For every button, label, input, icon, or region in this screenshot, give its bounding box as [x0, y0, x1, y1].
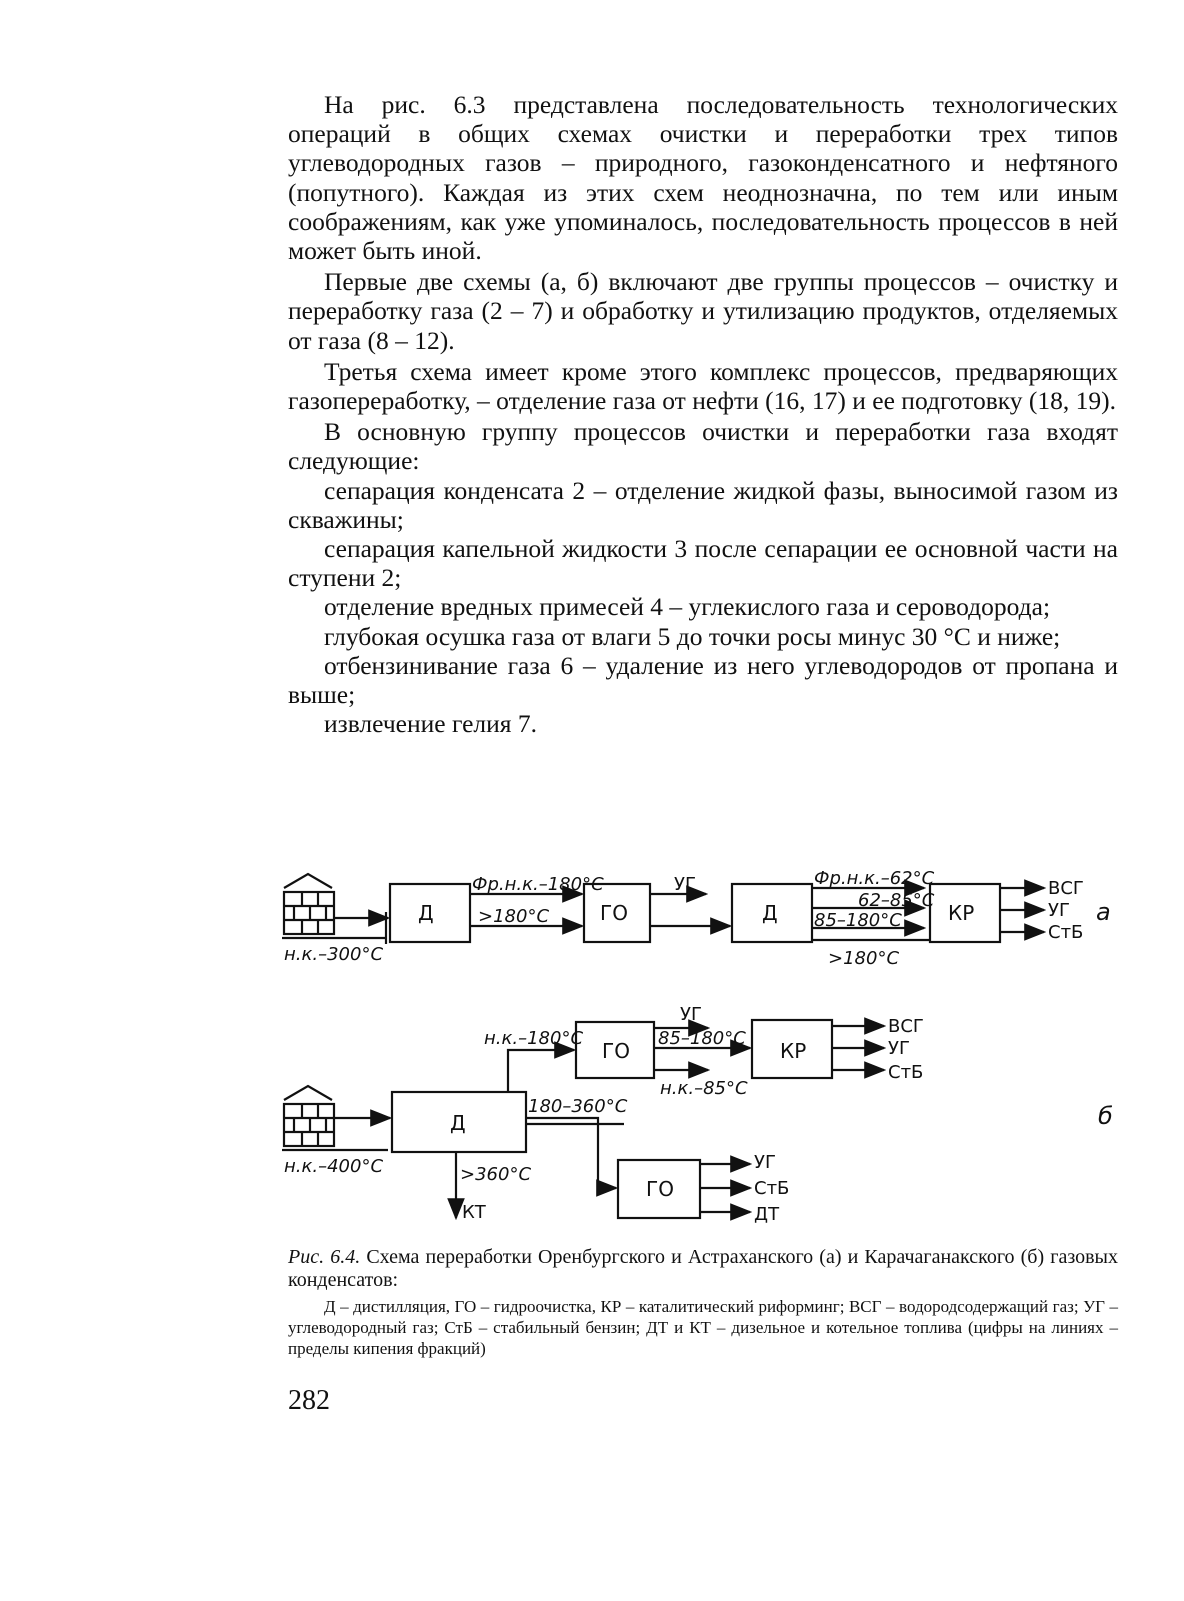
label-out2-a: УГ [1048, 900, 1070, 921]
label-ug-a: УГ [674, 874, 696, 895]
label-out3-a: СтБ [1048, 922, 1084, 943]
list-item-4: глубокая осушка газа от влаги 5 до точки росы минус 30 °С и ниже; [324, 621, 1061, 651]
label-bottom-a: >180°С [828, 948, 900, 969]
label-stream-top-b: н.к.–180°С [484, 1028, 584, 1049]
label-out3-b: СтБ [888, 1062, 924, 1083]
paragraph-2: Первые две схемы (а, б) включают две группы процессов – очистку и переработку газа (2 – 7) и обработку и утилизацию продуктов, отделяемых от газа (8 – 12). [288, 267, 1118, 355]
list-item-1: сепарация конденсата 2 – отделение жидкой фазы, выносимой газом из скважины; [288, 475, 1118, 534]
label-frac3-a: 85–180°С [814, 910, 902, 931]
label-scheme-b: б [1098, 1102, 1113, 1130]
label-feed-b: н.к.–400°С [284, 1156, 384, 1177]
label-out6-b: ДТ [754, 1204, 780, 1225]
paragraph-3: Третья схема имеет кроме этого комплекс процессов, предваряющих газопереработку, – отделение газа от нефти (16, 17) и ее подготовку (18, 19). [288, 356, 1118, 416]
label-kt-b: КТ [462, 1202, 486, 1223]
label-feed-a: н.к.–300°С [284, 944, 384, 965]
label-d1-a: Д [418, 901, 434, 925]
label-go-a: ГО [600, 901, 628, 925]
list-item-2: сепарация капельной жидкости 3 после сепарации ее основной части на ступени 2; [288, 534, 1118, 593]
label-d-b: Д [450, 1111, 466, 1135]
figure-caption [288, 1246, 1118, 1292]
label-go1-b: ГО [602, 1039, 630, 1063]
label-out1-b: ВСГ [888, 1016, 924, 1037]
list-item-3: отделение вредных примесей 4 – углекислого газа и сероводорода; [324, 592, 1051, 622]
label-stream-mid-a: >180°С [478, 906, 550, 927]
label-stream-top-a: Фр.н.к.–180°С [472, 874, 604, 895]
label-frac-85-180-b: 85–180°С [658, 1028, 746, 1049]
tank-icon-b [284, 1086, 334, 1146]
label-frac-nk-85-b: н.к.–85°С [660, 1078, 748, 1099]
caption-label: Рис. 6.4. [288, 1246, 361, 1268]
tank-icon-a [284, 874, 334, 934]
label-out1-a: ВСГ [1048, 878, 1084, 899]
page-number: 282 [288, 1385, 330, 1416]
label-frac2-a: 62–85°С [858, 890, 935, 911]
figure-legend: Д – дистилляция, ГО – гидроочистка, КР – каталитический риформинг; ВСГ – водородсодержащий газ; УГ – углеводородный газ; СтБ – стабильный бензин; ДТ и КТ – дизельное и котельное топлива (цифры на линиях – пределы кипения фракций) [288, 1297, 1118, 1358]
label-out4-b: УГ [754, 1152, 776, 1173]
label-d2-a: Д [762, 901, 778, 925]
caption-text: Схема переработки Оренбургского и Астраханского (а) и Карачаганакского (б) газовых конденсатов: [288, 1246, 1118, 1291]
paragraph-4: В основную группу процессов очистки и переработки газа входят следующие: [288, 417, 1118, 476]
label-stream-mid-b: 180–360°С [528, 1096, 628, 1117]
label-go2-b: ГО [646, 1177, 674, 1201]
label-ug-b: УГ [680, 1004, 702, 1025]
body-text [288, 90, 1118, 738]
label-out2-b: УГ [888, 1038, 910, 1059]
process-diagram [280, 862, 1130, 1242]
label-scheme-a: а [1096, 898, 1111, 926]
label-kr-b: КР [780, 1039, 807, 1063]
figure-6-4 [280, 862, 1130, 1242]
label-kr-a: КР [948, 901, 975, 925]
paragraph-1: На рис. 6.3 представлена последовательность технологических операций в общих схемах очистки и переработки трех типов углеводородных газов – природного, газоконденсатного и нефтяного (попутного). Каждая из этих схем неоднозначна, по тем или иным соображениям, как уже упоминалось, последовательность процессов в ней может быть иной. [288, 90, 1118, 266]
list-item-5: отбензинивание газа 6 – удаление из него углеводородов от пропана и выше; [288, 650, 1118, 710]
label-stream-bottom-b: >360°С [460, 1164, 532, 1185]
label-out5-b: СтБ [754, 1178, 790, 1199]
list-item-6: извлечение гелия 7. [324, 709, 538, 739]
label-frac1-a: Фр.н.к.–62°С [814, 868, 935, 889]
